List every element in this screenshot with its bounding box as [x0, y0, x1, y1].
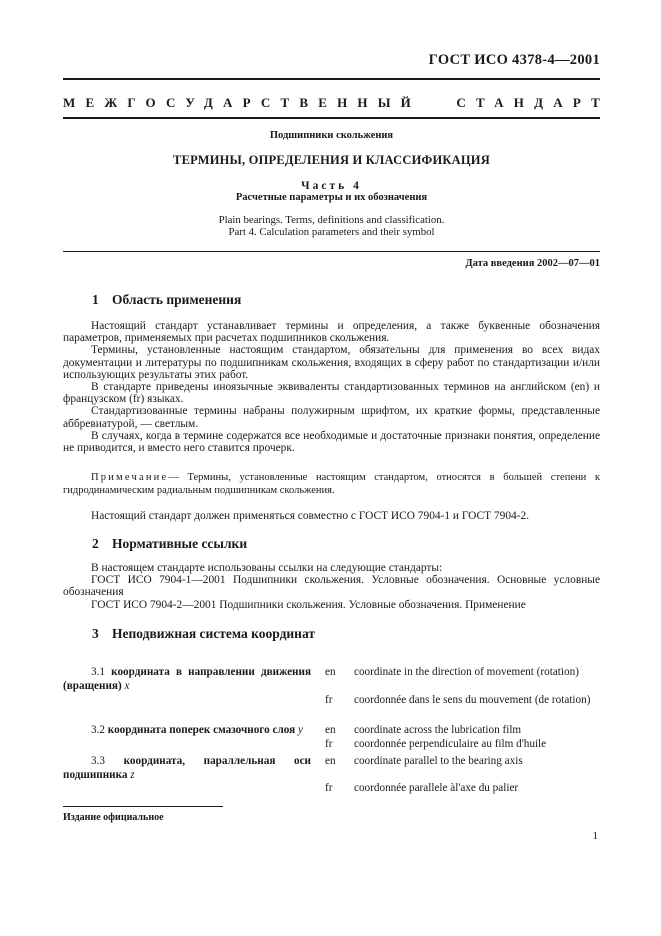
- section1-heading: [92, 292, 241, 308]
- title-part: Часть 4: [301, 180, 362, 192]
- lang-label-en: en: [325, 724, 336, 736]
- note: [63, 471, 600, 497]
- section3-number: 3: [92, 626, 99, 641]
- term-french: coordonnée parallele àl'axe du palier: [354, 782, 519, 794]
- term-symbol: z: [130, 768, 135, 781]
- term-number: 3.1: [91, 666, 105, 678]
- term-row: [63, 724, 600, 752]
- section1-title: Область применения: [112, 292, 242, 307]
- section1-closing: Настоящий стандарт должен применяться совместно с ГОСТ ИСО 7904-1 и ГОСТ 7904-2.: [91, 510, 530, 522]
- section1-number: 1: [92, 292, 99, 307]
- term-number: 3.2: [91, 724, 105, 736]
- note-label: Примечание: [91, 472, 169, 483]
- lang-label-fr: fr: [325, 782, 333, 794]
- standard-type-word2: СТАНДАРТ: [456, 95, 610, 110]
- term-french: coordonnée perpendiculaire au film d'huile: [354, 738, 547, 750]
- paragraph: Термины, установленные настоящим стандартом, обязательны для применения во всех видах документации и литературы по подшипникам скольжения, входящих в сферу работ по стандартизации и/или использующих результаты этих работ.: [63, 344, 600, 381]
- header-rule-bottom: [63, 117, 600, 119]
- section2-number: 2: [92, 536, 99, 551]
- section2-heading: [92, 536, 247, 552]
- section2-title: Нормативные ссылки: [112, 536, 248, 551]
- footer-rule: [63, 806, 223, 807]
- header-rule-top: [63, 78, 600, 80]
- term-symbol: y: [297, 724, 303, 736]
- reference: ГОСТ ИСО 7904-1—2001 Подшипники скольжения. Условные обозначения. Основные условные обозначения: [63, 574, 600, 599]
- term-french: coordonnée dans le sens du mouvement (de rotation): [354, 694, 591, 706]
- gost-code: ГОСТ ИСО 4378-4—2001: [428, 52, 600, 68]
- title-rule: [63, 251, 600, 252]
- note-text: — Термины, установленные настоящим стандартом, относятся в большей степени к гидродинамическим радиальным подшипникам скольжения.: [63, 472, 600, 496]
- lang-label-en: en: [325, 755, 336, 767]
- intro-date: Дата введения 2002—07—01: [465, 258, 600, 269]
- paragraph: В случаях, когда в термине содержатся все необходимые и достаточные признаки понятия, определение не приводится, и вместо него ставится прочерк.: [63, 429, 600, 455]
- term-cell: [63, 724, 311, 738]
- title-english-line2: Part 4. Calculation parameters and their symbol: [228, 226, 435, 238]
- term-cell: [63, 755, 311, 782]
- page-number: 1: [592, 830, 598, 842]
- title-main: ТЕРМИНЫ, ОПРЕДЕЛЕНИЯ И КЛАССИФИКАЦИЯ: [173, 153, 490, 167]
- term-symbol: x: [124, 679, 130, 692]
- standard-type: [63, 95, 610, 111]
- title-subject: Подшипники скольжения: [269, 130, 394, 141]
- paragraph: Стандартизованные термины набраны полужирным шрифтом, их краткие формы, представленные аббревиатурой, — светлым.: [63, 405, 600, 430]
- term-row: [63, 755, 600, 799]
- edition-label: Издание официальное: [63, 812, 164, 823]
- title-part-name: Расчетные параметры и их обозначения: [235, 192, 428, 203]
- section1-body: [63, 320, 600, 454]
- term-name: координата поперек смазочного слоя: [107, 724, 296, 736]
- term-english: coordinate parallel to the bearing axis: [354, 755, 523, 767]
- section2-body: [63, 562, 600, 611]
- term-english: coordinate across the lubrication film: [354, 724, 522, 736]
- term-number: 3.3: [91, 755, 105, 767]
- paragraph: В стандарте приведены иноязычные эквиваленты стандартизованных терминов на английском (en) и французском (fr) языках.: [63, 381, 600, 406]
- term-name: координата, параллельная оси подшипника: [63, 755, 312, 781]
- title-english-line1: Plain bearings. Terms, definitions and classification.: [218, 214, 445, 226]
- paragraph: В настоящем стандарте использованы ссылки на следующие стандарты:: [91, 562, 443, 574]
- paragraph: Настоящий стандарт устанавливает термины и определения, а также буквенные обозначения параметров, применяемых при расчетах подшипников скольжения.: [63, 320, 600, 345]
- section3-heading: [92, 626, 315, 642]
- term-name: координата в направлении движения (вращения): [63, 666, 311, 692]
- section3-title: Неподвижная система координат: [112, 626, 315, 641]
- lang-label-fr: fr: [325, 694, 333, 706]
- reference: ГОСТ ИСО 7904-2—2001 Подшипники скольжения. Условные обозначения. Применение: [91, 598, 526, 611]
- lang-label-en: en: [325, 666, 336, 678]
- lang-label-fr: fr: [325, 738, 333, 750]
- term-english: coordinate in the direction of movement (rotation): [354, 666, 579, 678]
- term-row: [63, 666, 600, 722]
- term-cell: [63, 666, 311, 693]
- standard-type-word1: МЕЖГОСУДАРСТВЕННЫЙ: [63, 95, 421, 110]
